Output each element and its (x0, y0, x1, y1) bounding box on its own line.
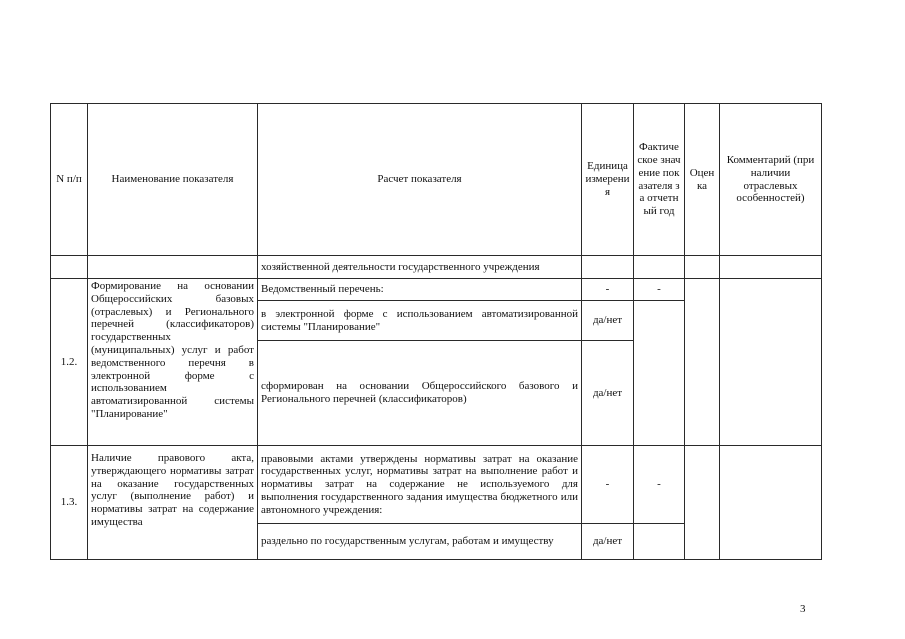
header-comment: Комментарий (при наличии отраслевых особенностей) (720, 104, 822, 256)
calc-cell: раздельно по государственным услугам, работам и имуществу (258, 524, 582, 560)
score-cell (685, 446, 720, 560)
unit-cell: - (582, 446, 634, 524)
table-row (51, 446, 822, 524)
indicator-name: Формирование на основании Общероссийских базовых (отраслевых) и Регионального перечней (классификаторов) государственных (муниципальных) услуг и работ ведомственного перечня в электронной форме с использованием автоматизированной системы "Планирование" (88, 279, 258, 446)
header-name: Наименование показателя (88, 104, 258, 256)
row-number: 1.3. (51, 446, 88, 560)
calc-cell: Ведомственный перечень: (258, 279, 582, 301)
calc-cell: правовыми актами утверждены нормативы затрат на оказание государственных услуг, нормативы затрат на выполнение работ и нормативы затрат на содержание не используемого для выполнения государственного задания имущества бюджетного или автономного учреждения: (258, 446, 582, 524)
header-unit: Единица измерения (582, 104, 634, 256)
calc-cell: в электронной форме с использованием автоматизированной системы "Планирование" (258, 301, 582, 341)
unit-cell: да/нет (582, 524, 634, 560)
row-number: 1.2. (51, 279, 88, 446)
header-num: N п/п (51, 104, 88, 256)
fact-cell: - (634, 279, 685, 301)
table-row (51, 279, 822, 301)
unit-cell: да/нет (582, 341, 634, 446)
header-calc: Расчет показателя (258, 104, 582, 256)
indicator-name: Наличие правового акта, утверждающего нормативы затрат на оказание государственных услуг (выполнение работ) и нормативы затрат на содержание имущества (88, 446, 258, 560)
unit-cell: - (582, 279, 634, 301)
score-cell (685, 279, 720, 446)
indicator-table (50, 103, 822, 560)
header-fact: Фактическое значение показателя за отчетный год (634, 104, 685, 256)
fact-cell (634, 524, 685, 560)
comment-cell (720, 279, 822, 446)
table-header-row (51, 104, 822, 256)
page-number: 3 (800, 603, 806, 615)
header-score: Оценка (685, 104, 720, 256)
fact-cell (634, 301, 685, 446)
fact-cell: - (634, 446, 685, 524)
continuation-calc: хозяйственной деятельности государственного учреждения (258, 256, 582, 279)
comment-cell (720, 446, 822, 560)
unit-cell: да/нет (582, 301, 634, 341)
calc-cell: сформирован на основании Общероссийского базового и Регионального перечней (классификаторов) (258, 341, 582, 446)
table-row (51, 256, 822, 279)
